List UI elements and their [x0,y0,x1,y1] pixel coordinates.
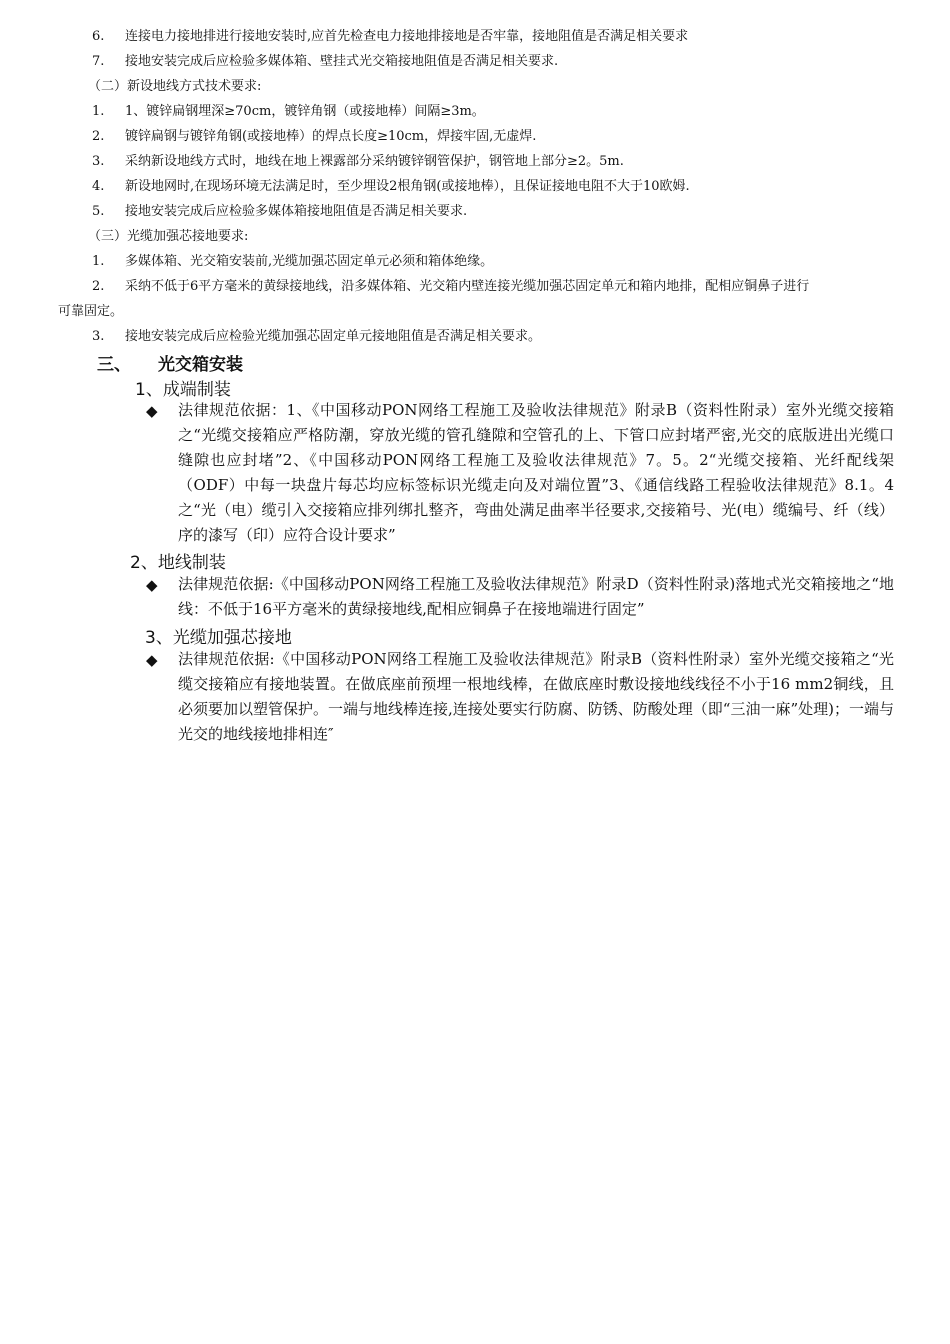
item-text: 接地安装完成后应检验多媒体箱接地阻值是否满足相关要求. [125,204,468,219]
paragraph: 法律规范依据：1、《中国移动PON网络工程施工及验收法律规范》附录B（资料性附录）室外光缆交接箱之“光缆交接箱应严格防潮，穿放光缆的管孔缝隙和空管孔的上、下管口应封堵严密,光交的底版进出光缆口缝隙也应封堵”2、《中国移动PON网络工程施工及验收法律规范》7。5。2“光缆交接箱、光纤配线架（ODF）中每一块盘片每芯均应标签标识光缆走向及对端位置”3、《通信线路工程验收法律规范》8.1。4之“光（电）缆引入交接箱应排列绑扎整齐，弯曲处满足曲率半径要求,交接箱号、光(电）缆编号、纤（线）序的漆写（印）应符合设计要求” [178,401,894,544]
subsection-heading: 1、成端制装 [135,380,231,400]
item-text: 采纳新设地线方式时，地线在地上裸露部分采纳镀锌钢管保护，钢管地上部分≥2。5m. [125,154,624,169]
item-number: 3. [92,154,105,169]
item-number: 2. [92,279,105,294]
item-number: 1. [92,254,105,269]
item-text: 多媒体箱、光交箱安装前,光缆加强芯固定单元必须和箱体绝缘。 [125,254,494,269]
section-number: 三、 [97,355,131,375]
item-number: 2. [92,129,105,144]
item-text: 采纳不低于6平方毫米的黄绿接地线，沿多媒体箱、光交箱内壁连接光缆加强芯固定单元和箱内地排，配相应铜鼻子进行 [125,279,810,294]
item-number: 1. [92,104,105,119]
paragraph: 法律规范依据:《中国移动PON网络工程施工及验收法律规范》附录D（资料性附录)落地式光交箱接地之“地线：不低于16平方毫米的黄绿接地线,配相应铜鼻子在接地端进行固定” [178,575,894,618]
item-number: 6. [92,29,105,44]
item-number: 3. [92,329,105,344]
item-text: 新设地网时,在现场环境无法满足时，至少埋设2根角钢(或接地棒），且保证接地电阻不大于10欧姆. [125,179,690,194]
paragraph: 法律规范依据:《中国移动PON网络工程施工及验收法律规范》附录B（资料性附录）室外光缆交接箱之“光缆交接箱应有接地装置。在做底座前预埋一根地线棒，在做底座时敷设接地线线径不小于16 mm2铜线，且必须要加以塑管保护。一端与地线棒连接,连接处要实行防腐、防锈、防酸处理（即“三油一麻”处理)；一端与光交的地线接地排相连″ [178,650,894,743]
subsection-title: （三）光缆加强芯接地要求: [88,229,249,244]
item-text: 1、镀锌扁钢埋深≥70cm，镀锌角钢（或接地棒）间隔≥3m。 [125,104,485,119]
item-number: 7. [92,54,105,69]
item-number: 5. [92,204,105,219]
diamond-bullet-icon: ◆ [146,402,158,420]
item-text: 接地安装完成后应检验光缆加强芯固定单元接地阻值是否满足相关要求。 [125,329,542,344]
item-text: 接地安装完成后应检验多媒体箱、壁挂式光交箱接地阻值是否满足相关要求. [125,54,559,69]
subsection-title: （二）新设地线方式技术要求: [88,79,262,94]
item-text: 镀锌扁钢与镀锌角钢(或接地棒）的焊点长度≥10cm，焊接牢固,无虚焊. [125,129,537,144]
diamond-bullet-icon: ◆ [146,576,158,594]
item-text-continuation: 可靠固定。 [58,304,124,319]
subsection-heading: 2、地线制装 [130,553,226,573]
item-text: 连接电力接地排进行接地安装时,应首先检查电力接地排接地是否牢靠，接地阻值是否满足相关要求 [125,29,689,44]
item-number: 4. [92,179,105,194]
section-title: 光交箱安装 [158,355,243,375]
subsection-heading: 3、光缆加强芯接地 [145,628,292,648]
diamond-bullet-icon: ◆ [146,651,158,669]
